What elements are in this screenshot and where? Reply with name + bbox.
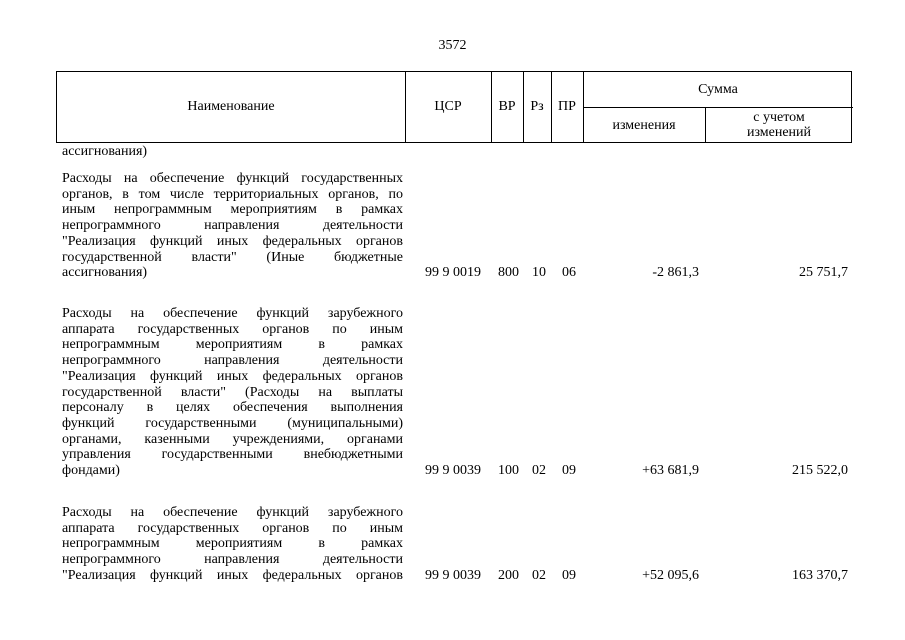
row-name-line: "Реализация функций иных федеральных органов: [62, 567, 403, 583]
header-with-change-line1: с учетом: [753, 110, 805, 125]
row-name-line: органами, казенными учреждениями, органами: [62, 431, 403, 447]
row-pr: 06: [562, 265, 576, 281]
header-pr: ПР: [558, 99, 576, 114]
header-csr: ЦСР: [434, 99, 462, 114]
row-name: [62, 306, 403, 479]
header-name: Наименование: [187, 99, 275, 114]
row-name-line: Расходы на обеспечение функций государственных: [62, 171, 403, 186]
row-name-line: ассигнования): [62, 265, 148, 281]
row-name-line: непрограммного направления деятельности: [62, 218, 403, 234]
header-vr: ВР: [498, 99, 516, 114]
row-name-line: непрограммным мероприятиям в рамках: [62, 536, 403, 552]
header-rz: Рз: [530, 99, 544, 114]
row-name-line: непрограммного направления деятельности: [62, 353, 403, 369]
row-name-line: Расходы на обеспечение функций зарубежного: [62, 505, 403, 520]
header-with-change-line2: изменений: [746, 125, 812, 140]
row-name-line: персоналу в целях обеспечения выполнения: [62, 400, 403, 416]
row-name-line: органов, в том числе территориальных органов, по: [62, 186, 403, 202]
row-name-line: непрограммным мероприятиям в рамках: [62, 337, 403, 353]
row-name-line: функций государственными (муниципальными): [62, 415, 403, 431]
row-name-line: фондами): [62, 463, 120, 479]
row-name-line: "Реализация функций иных федеральных органов: [62, 233, 403, 249]
row-name-line: непрограммного направления деятельности: [62, 552, 403, 568]
row-name-line: иным непрограммным мероприятиям в рамках: [62, 202, 403, 218]
row-rz: 10: [532, 265, 546, 281]
row-vr: 100: [498, 463, 519, 478]
row-csr: 99 9 0019: [425, 265, 481, 281]
row-name-line: государственной власти" (Иные бюджетные: [62, 249, 403, 265]
row-name-line: управления государственными внебюджетными: [62, 447, 403, 463]
row-name-line: аппарата государственных органов по иным: [62, 520, 403, 536]
carryover-line: ассигнования): [62, 144, 148, 159]
row-total: 163 370,7: [792, 567, 848, 583]
header-sum: Сумма: [698, 82, 738, 97]
row-name-line: аппарата государственных органов по иным: [62, 321, 403, 337]
carryover-text: [62, 144, 403, 160]
row-name: [62, 171, 403, 281]
row-csr: 99 9 0039: [425, 463, 481, 478]
row-name-line: государственной власти" (Расходы на выплаты: [62, 384, 403, 400]
row-change: -2 861,3: [652, 265, 699, 281]
row-pr: 09: [562, 567, 576, 583]
page-number: 3572: [438, 38, 467, 53]
row-vr: 800: [498, 265, 519, 281]
row-total: 215 522,0: [792, 463, 848, 478]
row-pr: 09: [562, 463, 576, 478]
row-name-line: "Реализация функций иных федеральных органов: [62, 368, 403, 384]
row-vr: 200: [498, 567, 519, 583]
row-name-line: Расходы на обеспечение функций зарубежного: [62, 306, 403, 321]
row-change: +52 095,6: [642, 567, 699, 583]
header-change: изменения: [612, 117, 676, 133]
row-rz: 02: [532, 463, 546, 478]
row-name: [62, 505, 403, 584]
row-change: +63 681,9: [642, 463, 699, 478]
row-csr: 99 9 0039: [425, 567, 481, 583]
row-total: 25 751,7: [799, 265, 848, 281]
row-rz: 02: [532, 567, 546, 583]
